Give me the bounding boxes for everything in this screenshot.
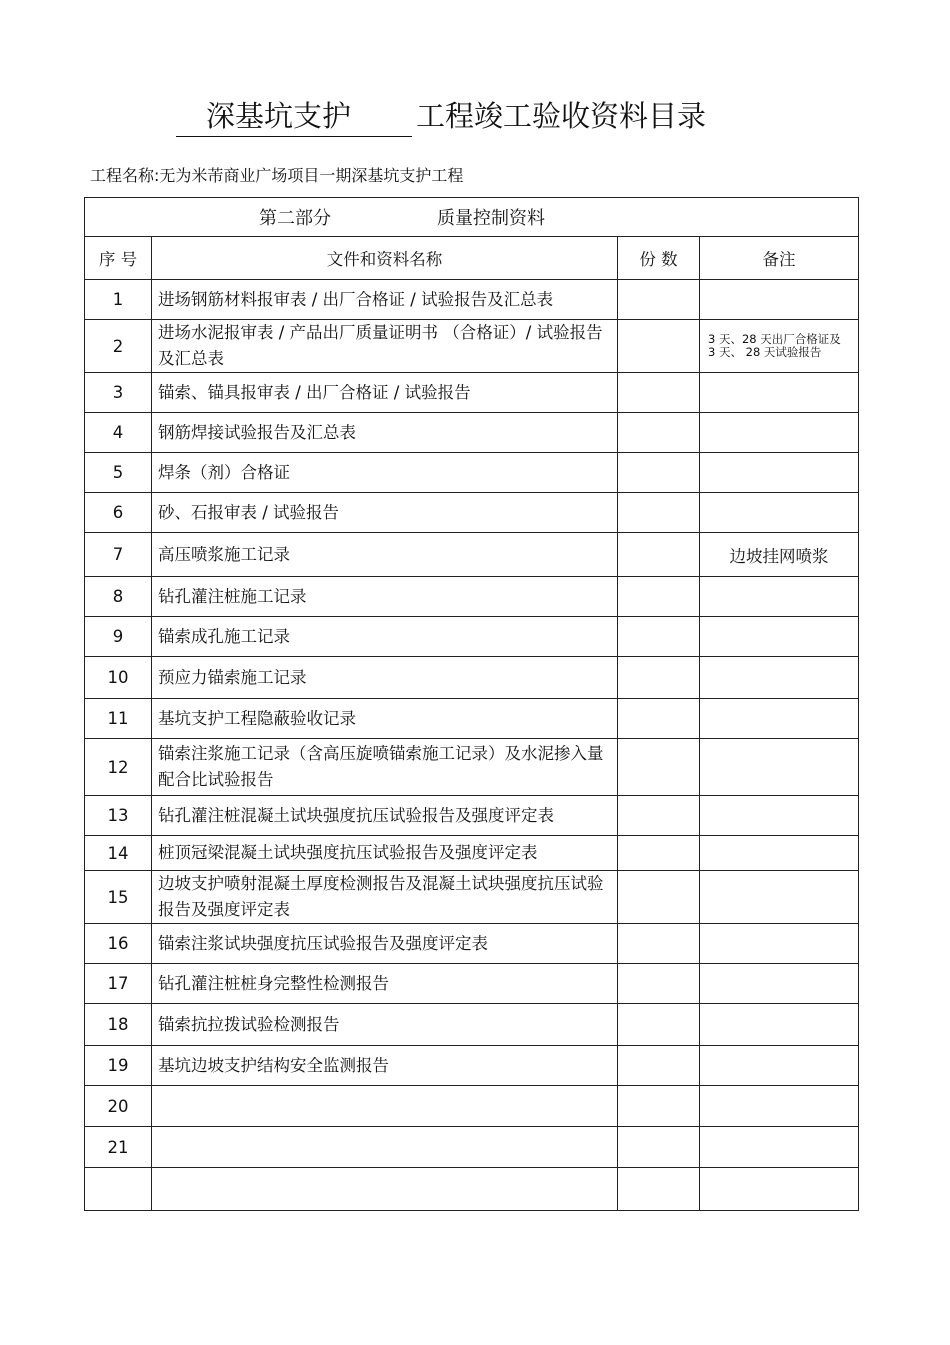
table-row <box>85 1004 859 1046</box>
row-document-name: 锚索、锚具报审表 / 出厂合格证 / 试验报告 <box>152 373 618 413</box>
header-no: 序 号 <box>85 237 152 280</box>
row-remark: 3 天、28 天出厂合格证及 3 天、 28 天试验报告 <box>700 320 859 373</box>
row-number: 3 <box>85 373 152 413</box>
row-remark <box>700 1004 859 1046</box>
row-copies <box>618 871 700 924</box>
row-document-name <box>152 1168 618 1211</box>
row-copies <box>618 796 700 836</box>
project-line <box>90 163 463 186</box>
row-copies <box>618 1004 700 1046</box>
table-row <box>85 657 859 699</box>
row-document-name: 钻孔灌注桩施工记录 <box>152 577 618 617</box>
table-row <box>85 739 859 796</box>
row-document-name: 锚索注浆施工记录（含高压旋喷锚索施工记录）及水泥掺入量配合比试验报告 <box>152 739 618 796</box>
row-document-name: 进场钢筋材料报审表 / 出厂合格证 / 试验报告及汇总表 <box>152 280 618 320</box>
row-copies <box>618 739 700 796</box>
row-copies <box>618 657 700 699</box>
row-number: 8 <box>85 577 152 617</box>
row-remark <box>700 617 859 657</box>
row-remark <box>700 699 859 739</box>
table-row <box>85 699 859 739</box>
row-copies <box>618 1086 700 1127</box>
row-copies <box>618 1046 700 1086</box>
row-remark <box>700 1127 859 1168</box>
row-document-name: 基坑边坡支护结构安全监测报告 <box>152 1046 618 1086</box>
document-table <box>84 197 859 1211</box>
row-copies <box>618 924 700 964</box>
table-row <box>85 453 859 493</box>
row-document-name: 桩顶冠梁混凝土试块强度抗压试验报告及强度评定表 <box>152 836 618 871</box>
row-remark <box>700 577 859 617</box>
title-rest: 工程竣工验收资料目录 <box>416 99 707 133</box>
row-remark <box>700 964 859 1004</box>
row-number: 20 <box>85 1086 152 1127</box>
table-row <box>85 796 859 836</box>
row-number: 6 <box>85 493 152 533</box>
table-row <box>85 871 859 924</box>
row-document-name <box>152 1127 618 1168</box>
row-remark <box>700 280 859 320</box>
row-copies <box>618 617 700 657</box>
header-name: 文件和资料名称 <box>152 237 618 280</box>
table-row <box>85 964 859 1004</box>
table-row <box>85 373 859 413</box>
table-row <box>85 320 859 373</box>
header-row <box>85 237 859 280</box>
row-number: 5 <box>85 453 152 493</box>
table-row <box>85 924 859 964</box>
row-number: 2 <box>85 320 152 373</box>
row-document-name: 锚索抗拉拨试验检测报告 <box>152 1004 618 1046</box>
row-remark <box>700 373 859 413</box>
project-name: 无为米芾商业广场项目一期深基坑支护工程 <box>159 166 464 185</box>
section-name: 质量控制资料 <box>437 208 545 229</box>
row-number: 15 <box>85 871 152 924</box>
row-document-name: 高压喷浆施工记录 <box>152 533 618 577</box>
section-part: 第二部分 <box>259 208 331 229</box>
table-row <box>85 577 859 617</box>
row-document-name: 砂、石报审表 / 试验报告 <box>152 493 618 533</box>
row-copies <box>618 373 700 413</box>
table-row <box>85 1127 859 1168</box>
row-number: 18 <box>85 1004 152 1046</box>
row-document-name: 基坑支护工程隐蔽验收记录 <box>152 699 618 739</box>
row-document-name: 边坡支护喷射混凝土厚度检测报告及混凝土试块强度抗压试验报告及强度评定表 <box>152 871 618 924</box>
table-row <box>85 413 859 453</box>
row-copies <box>618 413 700 453</box>
project-label: 工程名称: <box>90 166 160 185</box>
table-row <box>85 1168 859 1211</box>
row-number <box>85 1168 152 1211</box>
row-copies <box>618 533 700 577</box>
table-row <box>85 617 859 657</box>
row-copies <box>618 699 700 739</box>
row-copies <box>618 1168 700 1211</box>
table-body <box>85 280 859 1211</box>
row-copies <box>618 836 700 871</box>
table-row <box>85 836 859 871</box>
row-copies <box>618 577 700 617</box>
row-number: 1 <box>85 280 152 320</box>
row-document-name: 锚索注浆试块强度抗压试验报告及强度评定表 <box>152 924 618 964</box>
table-row <box>85 493 859 533</box>
row-document-name: 焊条（剂）合格证 <box>152 453 618 493</box>
row-document-name: 钻孔灌注桩混凝土试块强度抗压试验报告及强度评定表 <box>152 796 618 836</box>
document-title <box>176 96 776 138</box>
row-number: 17 <box>85 964 152 1004</box>
row-document-name: 钻孔灌注桩桩身完整性检测报告 <box>152 964 618 1004</box>
table-row <box>85 280 859 320</box>
row-document-name: 锚索成孔施工记录 <box>152 617 618 657</box>
row-document-name: 进场水泥报审表 / 产品出厂质量证明书 （合格证）/ 试验报告及汇总表 <box>152 320 618 373</box>
row-remark <box>700 871 859 924</box>
row-number: 13 <box>85 796 152 836</box>
row-number: 19 <box>85 1046 152 1086</box>
title-underlined-part: 深基坑支护 <box>176 96 412 137</box>
row-copies <box>618 320 700 373</box>
table-row <box>85 1086 859 1127</box>
row-document-name <box>152 1086 618 1127</box>
row-number: 21 <box>85 1127 152 1168</box>
section-cell <box>85 198 859 237</box>
row-document-name: 钢筋焊接试验报告及汇总表 <box>152 413 618 453</box>
row-remark <box>700 453 859 493</box>
row-number: 9 <box>85 617 152 657</box>
row-number: 4 <box>85 413 152 453</box>
table-row <box>85 1046 859 1086</box>
row-remark <box>700 1086 859 1127</box>
header-remark: 备注 <box>700 237 859 280</box>
row-number: 14 <box>85 836 152 871</box>
header-copies: 份 数 <box>618 237 700 280</box>
row-remark: 边坡挂网喷浆 <box>700 533 859 577</box>
row-number: 16 <box>85 924 152 964</box>
row-remark <box>700 836 859 871</box>
row-copies <box>618 280 700 320</box>
row-number: 10 <box>85 657 152 699</box>
row-remark <box>700 1168 859 1211</box>
row-copies <box>618 453 700 493</box>
row-copies <box>618 1127 700 1168</box>
row-remark <box>700 413 859 453</box>
row-number: 11 <box>85 699 152 739</box>
row-remark <box>700 924 859 964</box>
row-remark <box>700 493 859 533</box>
section-row <box>85 198 859 237</box>
row-number: 7 <box>85 533 152 577</box>
table-row <box>85 533 859 577</box>
row-remark <box>700 796 859 836</box>
row-copies <box>618 493 700 533</box>
row-remark <box>700 1046 859 1086</box>
row-copies <box>618 964 700 1004</box>
row-remark <box>700 657 859 699</box>
row-document-name: 预应力锚索施工记录 <box>152 657 618 699</box>
row-remark <box>700 739 859 796</box>
row-number: 12 <box>85 739 152 796</box>
